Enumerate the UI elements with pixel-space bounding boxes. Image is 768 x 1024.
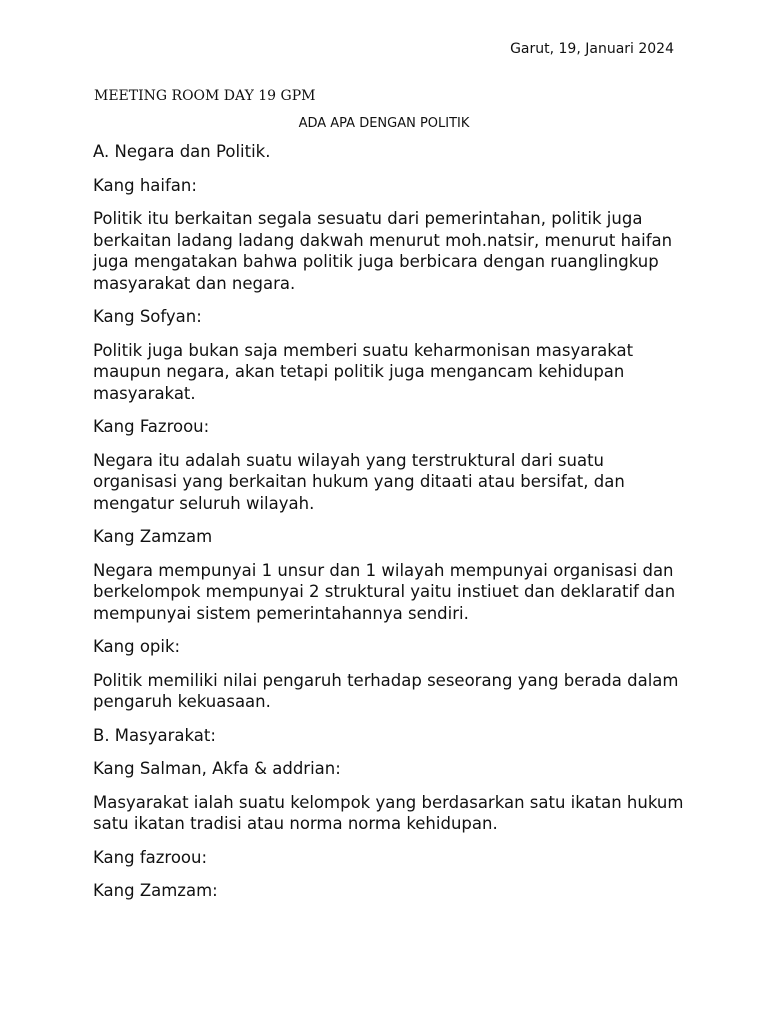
date-line: Garut, 19, Januari 2024 xyxy=(510,41,674,57)
speaker-statement: Masyarakat ialah suatu kelompok yang berdasarkan satu ikatan hukum satu ikatan tradisi atau norma norma kehidupan. xyxy=(93,792,684,833)
document-subtitle: ADA APA DENGAN POLITIK xyxy=(298,116,470,131)
document-body xyxy=(93,141,685,914)
speaker-label: Kang opik: xyxy=(93,637,181,656)
speaker-statement: Politik itu berkaitan segala sesuatu dari pemerintahan, politik juga berkaitan ladang ladang dakwah menurut moh.natsir, menurut haifan juga mengatakan bahwa politik juga berbicara dengan ruanglingkup masyarakat dan negara. xyxy=(93,209,673,293)
speaker-label: Kang Zamzam: xyxy=(93,881,218,900)
speaker-statement: Negara mempunyai 1 unsur dan 1 wilayah mempunyai organisasi dan berkelompok mempunyai 2 struktural yaitu instiuet dan deklaratif dan mempunyai sistem pemerintahannya sendiri. xyxy=(93,560,676,623)
meeting-title: MEETING ROOM DAY 19 GPM xyxy=(94,88,316,104)
speaker-label: Kang Sofyan: xyxy=(93,307,202,326)
section-heading-negara-politik: A. Negara dan Politik. xyxy=(93,142,271,161)
speaker-statement: Politik juga bukan saja memberi suatu keharmonisan masyarakat maupun negara, akan tetapi politik juga mengancam kehidupan masyarakat. xyxy=(93,340,634,403)
speaker-statement: Politik memiliki nilai pengaruh terhadap seseorang yang berada dalam pengaruh kekuasaan. xyxy=(93,670,679,711)
speaker-label: Kang Zamzam xyxy=(93,527,213,546)
section-heading-masyarakat: B. Masyarakat: xyxy=(93,725,216,745)
speaker-statement: Negara itu adalah suatu wilayah yang terstruktural dari suatu organisasi yang berkaitan hukum yang ditaati atau bersifat, dan mengatur seluruh wilayah. xyxy=(93,450,625,513)
speaker-label: Kang fazroou: xyxy=(93,847,208,867)
speaker-label: Kang haifan: xyxy=(93,175,197,195)
speaker-label: Kang Salman, Akfa & addrian: xyxy=(93,759,341,778)
speaker-label: Kang Fazroou: xyxy=(93,417,210,436)
